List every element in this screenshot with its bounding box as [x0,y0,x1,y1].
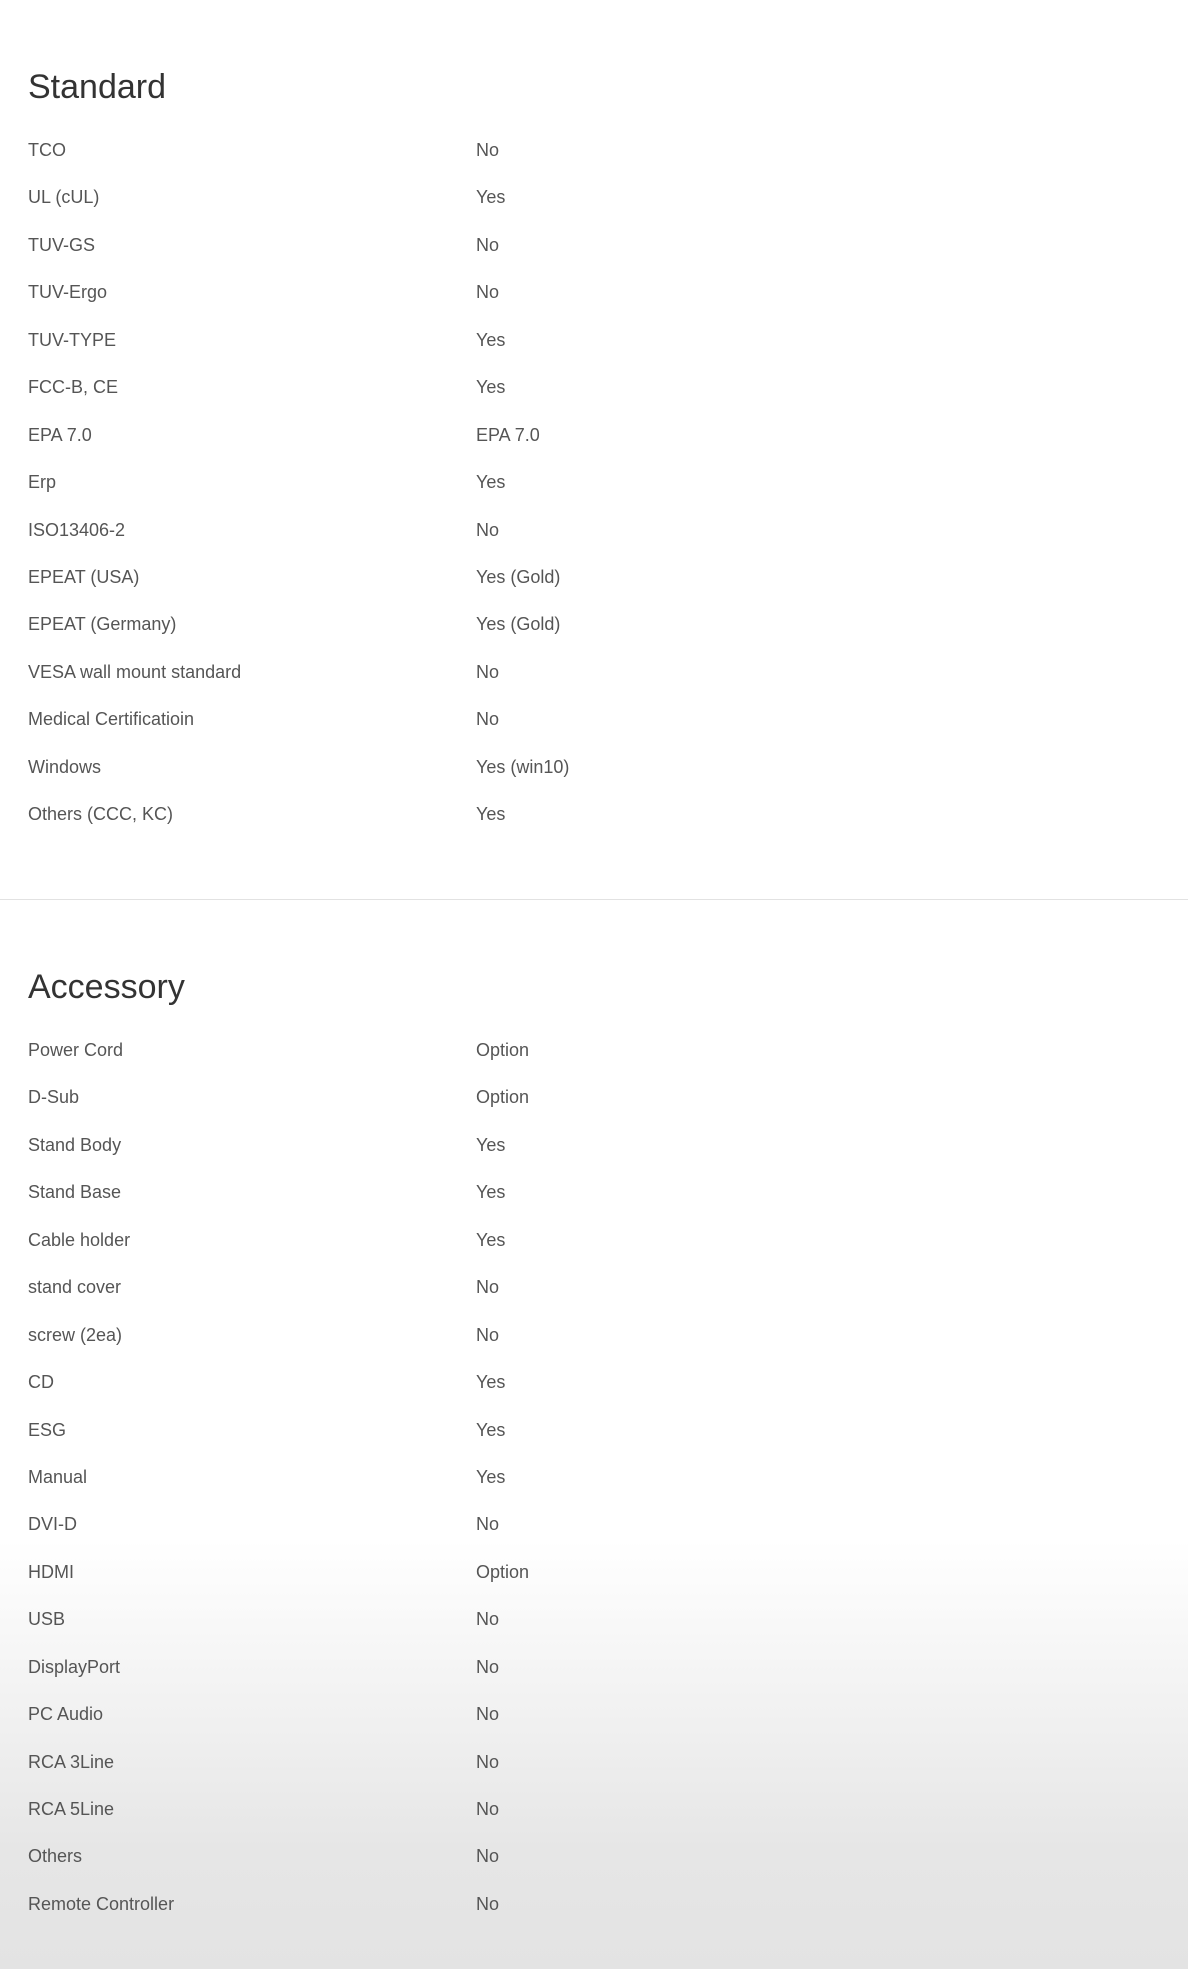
spec-row [0,185,1188,232]
spec-label: CD [28,1372,54,1393]
spec-row [0,1655,1188,1702]
spec-row [0,1560,1188,1607]
spec-row [0,1512,1188,1559]
spec-label: RCA 5Line [28,1799,115,1819]
spec-value: No [476,1751,500,1772]
spec-row [0,138,1188,185]
spec-label: RCA 3Line [28,1751,115,1772]
spec-value: Yes (win10) [476,756,570,777]
spec-value: Yes [476,1182,506,1203]
spec-label: DVI-D [28,1514,77,1535]
spec-label: Cable holder [28,1229,131,1250]
spec-label: Others [28,1846,83,1867]
spec-row [0,660,1188,707]
section-divider [0,899,1188,900]
spec-row [0,1607,1188,1654]
spec-value: Option [476,1087,530,1108]
spec-row [0,1180,1188,1227]
spec-value: No [476,1656,500,1677]
spec-value: Yes [476,1134,506,1155]
spec-label: Others (CCC, KC) [28,804,174,825]
spec-row [0,1418,1188,1465]
spec-value: No [476,1799,500,1819]
spec-label: PC Audio [28,1704,104,1725]
spec-value: No [476,1704,500,1725]
spec-label: Power Cord [28,1040,124,1060]
spec-row [0,1370,1188,1417]
spec-row [0,1085,1188,1132]
spec-label: Erp [28,472,57,493]
spec-value: Yes [476,377,506,398]
spec-row [0,1702,1188,1749]
spec-label: stand cover [28,1277,122,1298]
spec-label: ESG [28,1419,67,1440]
spec-label: TUV-Ergo [28,282,108,303]
spec-label: USB [28,1609,66,1630]
spec-value: Yes (Gold) [476,566,561,587]
spec-value: Yes [476,187,506,208]
spec-value: Yes [476,1466,506,1487]
spec-value: Yes (Gold) [476,614,561,635]
spec-value: No [476,709,500,730]
accessory-spec-list [0,1038,1188,1939]
spec-label: UL (cUL) [28,187,100,208]
spec-value: Yes [476,472,506,493]
spec-value: No [476,234,500,255]
spec-row [0,1038,1188,1085]
spec-label: Windows [28,756,102,777]
standard-title: Standard [28,68,166,106]
spec-row [0,1323,1188,1370]
spec-value: Yes [476,1229,506,1250]
spec-row [0,1844,1188,1891]
spec-label: Stand Base [28,1182,122,1203]
spec-value: Option [476,1040,530,1060]
spec-value: No [476,140,500,160]
standard-spec-list [0,138,1188,850]
spec-label: Stand Body [28,1134,122,1155]
spec-value: EPA 7.0 [476,424,540,445]
spec-row [0,565,1188,612]
spec-row [0,1465,1188,1512]
spec-row [0,1275,1188,1322]
spec-value: No [476,1846,500,1867]
spec-label: TUV-GS [28,234,96,255]
spec-value: No [476,282,500,303]
spec-row [0,1892,1188,1939]
spec-row [0,1133,1188,1180]
spec-label: Medical Certificatioin [28,709,195,730]
spec-label: Remote Controller [28,1893,175,1914]
spec-label: VESA wall mount standard [28,661,242,682]
spec-row [0,470,1188,517]
spec-value: No [476,1324,500,1345]
spec-value: Yes [476,329,506,350]
spec-label: DisplayPort [28,1656,121,1677]
spec-value: No [476,1277,500,1298]
spec-value: No [476,1609,500,1630]
spec-row [0,1228,1188,1275]
spec-value: Yes [476,1372,506,1393]
spec-label: EPEAT (Germany) [28,614,177,635]
spec-label: Manual [28,1466,88,1487]
spec-label: D-Sub [28,1087,80,1108]
spec-row [0,233,1188,280]
spec-value: No [476,519,500,540]
spec-label: HDMI [28,1561,74,1582]
spec-value: No [476,1893,500,1914]
spec-row [0,612,1188,659]
spec-value: No [476,661,500,682]
spec-row [0,802,1188,849]
spec-row [0,375,1188,422]
spec-label: EPA 7.0 [28,424,92,445]
spec-row [0,707,1188,754]
spec-label: TUV-TYPE [28,329,117,350]
spec-row [0,1797,1188,1844]
spec-label: EPEAT (USA) [28,566,140,587]
spec-value: Yes [476,1419,506,1440]
spec-row [0,1750,1188,1797]
spec-value: Yes [476,804,506,825]
spec-value: No [476,1514,500,1535]
spec-row [0,328,1188,375]
spec-row [0,755,1188,802]
spec-row [0,518,1188,565]
spec-label: TCO [28,140,66,160]
spec-value: Option [476,1561,530,1582]
spec-label: ISO13406-2 [28,519,126,540]
spec-label: FCC-B, CE [28,377,118,398]
spec-row [0,423,1188,470]
spec-row [0,280,1188,327]
accessory-title: Accessory [28,968,185,1006]
spec-label: screw (2ea) [28,1324,123,1345]
